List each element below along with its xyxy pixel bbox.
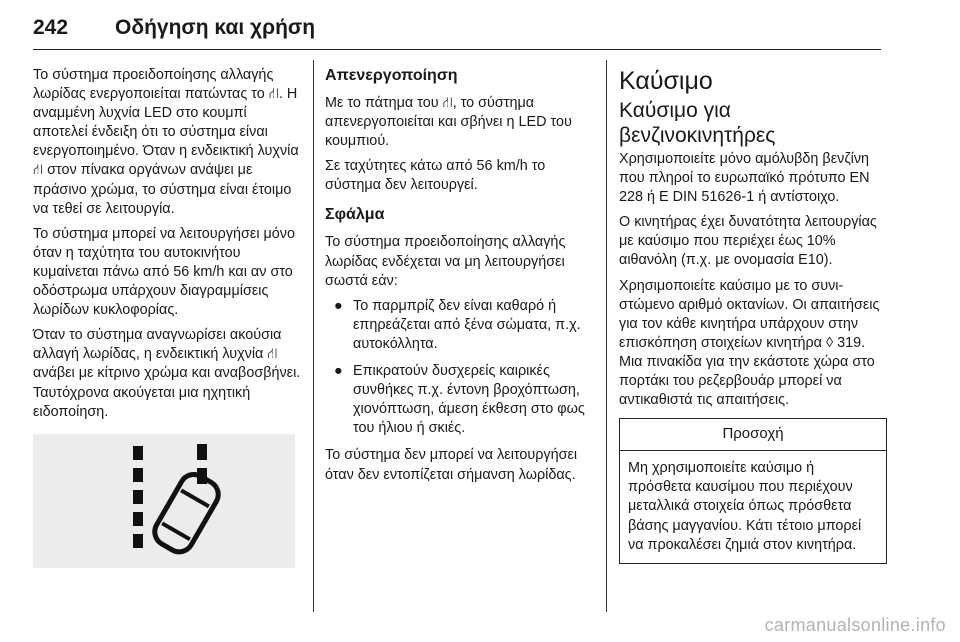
paragraph: Το σύστημα δεν μπορεί να λειτουργήσει όταν δεν εντοπίζεται σήμανση λωρίδας. <box>325 447 578 483</box>
running-title: Οδήγηση και χρήση <box>115 16 316 39</box>
section-heading-fault: Σφάλμα <box>325 206 385 224</box>
list-item-text: Το παρμπρίζ δεν είναι καθαρό ή επηρεάζεται από ξένα σώματα, π.χ. αυτοκόλλητα. <box>353 297 581 352</box>
section-heading-deactivation: Απενεργοποίηση <box>325 67 458 84</box>
column-divider <box>606 60 607 612</box>
caution-box <box>619 418 887 563</box>
list-item <box>325 297 593 354</box>
column-left <box>33 66 301 568</box>
paragraph: Χρησιμοποιείτε μόνο αμόλυβδη βενζίνη που πληροί το ευρωπαϊκό πρότυπο EN 228 ή E DIN 51626-1 ή αντίστοιχο. <box>619 151 870 206</box>
caution-title: Προσοχή <box>722 425 784 443</box>
watermark: carmanualsonline.info <box>764 615 946 635</box>
paragraph: Το σύστημα προειδοποίησης αλλαγής λωρίδας ενδέχεται να μη λειτουργήσει σωστά εάν: <box>325 234 566 289</box>
column-divider <box>313 60 314 612</box>
section-title-fuel: Καύσιμο <box>619 67 713 95</box>
paragraph: Σε ταχύτητες κάτω από 56 km/h το σύστημα δεν λειτουργεί. <box>325 158 546 194</box>
list-item-text: Επικρατούν δυσχερείς καιρικές συνθήκες π.χ. έντονη βροχόπτωση, χιονόπτωση, άμεση έκθεση στο φως του ήλιου ή σκιές. <box>353 363 585 437</box>
bullet-icon: ● <box>334 363 343 380</box>
paragraph: Όταν το σύστημα αναγνωρίσει ακούσια αλλαγή λωρίδας, η ενδεικτική λυχνία ⛙ ανάβει με κίτρινο χρώμα και αναβοσβήνει. Ταυτόχρονα ακούγεται μια ηχητική ειδοποίηση. <box>33 327 301 420</box>
paragraph: Το σύστημα μπορεί να λειτουργήσει μόνο όταν η ταχύτητα του αυτοκινήτου κυμαίνεται πάνω από 56 km/h και αν στο οδόστρωμα υπάρχουν διαγραμμίσεις λωρίδων κυκλοφορίας. <box>33 225 296 319</box>
column-middle <box>325 66 593 491</box>
paragraph: Το σύστημα προειδοποίησης αλλαγής λωρίδας ενεργοποιείται πατώντας το ⛙. Η αναμμένη λυχνία LED στο κουμπί αποτελεί ένδειξη ότι το σύστημα είναι ενεργοποιημένο. Όταν η ενδεικτική λυχνία ⛙ στον πίνακα οργάνων ανάψει με πράσινο χρώμα, το σύστημα είναι έτοιμο να τεθεί σε λειτουργία. <box>33 67 299 217</box>
header-rule <box>33 49 881 50</box>
paragraph: Ο κινητήρας έχει δυνατότητα λειτουργίας με καύσιμο που περιέχει έως 10% αιθανόλη (π.χ. με ονομασία E10). <box>619 214 877 269</box>
list-item <box>325 362 593 438</box>
bullet-icon: ● <box>334 297 343 314</box>
paragraph: Χρησιμοποιείτε καύσιμο με το συνιστώμενο αριθμό οκτανίων. Οι απαιτήσεις για τον κάθε κινητήρα υπάρχουν στην επισκόπηση στοιχείων κινητήρα ◊ 319. Μια πινακίδα για την εκάστοτε χώρα στο πορτάκι του ρεζερβουάρ μπορεί να αντικαθιστά τις απαιτήσεις. <box>619 277 880 409</box>
page-header <box>33 0 881 50</box>
lane-departure-warning-icon <box>33 434 295 568</box>
page-number: 242 <box>33 16 69 39</box>
caution-text: Μη χρησιμοποιείτε καύσιμο ή πρόσθετα καυσίμου που περιέχουν μεταλλικά στοιχεία όπως πρόσθετα βάσης μαγγανίου. Κάτι τέτοιο μπορεί να προκαλέσει ζημιά στον κινητήρα. <box>628 460 862 553</box>
column-right <box>619 66 889 564</box>
lane-assist-figure <box>33 434 295 568</box>
paragraph: Με το πάτημα του ⛙, το σύστημα απενεργοποιείται και σβήνει η LED του κουμπιού. <box>325 95 572 150</box>
section-subtitle-petrol: Καύσιμο για βενζινοκινητήρες <box>619 99 776 147</box>
bullet-list <box>325 297 593 439</box>
